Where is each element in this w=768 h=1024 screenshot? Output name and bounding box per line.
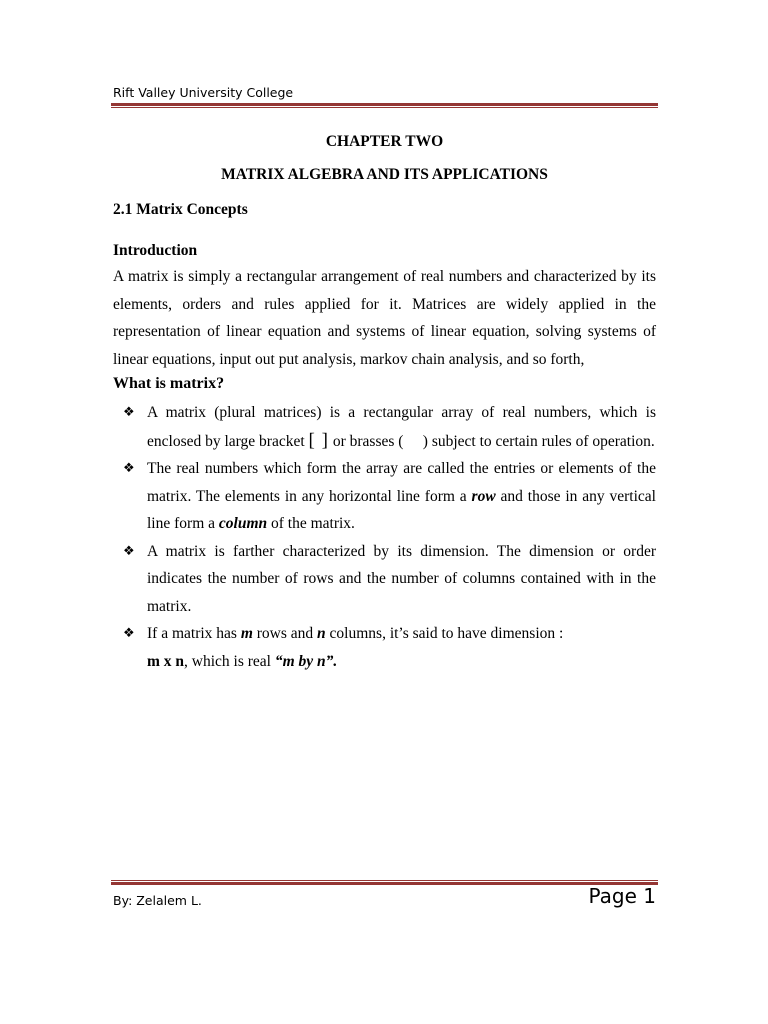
list-item — [123, 399, 660, 455]
list-item — [123, 538, 660, 621]
diamond-bullet-icon: ❖ — [123, 461, 135, 476]
introduction-heading: Introduction — [113, 242, 198, 259]
what-is-matrix-heading: What is matrix? — [113, 375, 225, 392]
footer-rule — [111, 880, 658, 885]
diamond-bullet-icon: ❖ — [123, 626, 135, 641]
chapter-title: MATRIX ALGEBRA AND ITS APPLICATIONS — [221, 166, 548, 183]
term-column: column — [218, 515, 268, 532]
list-item — [123, 455, 660, 538]
term-row: row — [471, 487, 496, 505]
read-as-text: “m by n”. — [274, 652, 338, 670]
dimension-notation: m x n — [147, 652, 185, 670]
bullet-text: A matrix (plural matrices) is a rectangular array of real numbers, which is enclosed by large bracket — [147, 404, 660, 450]
bullet-text: and those in any vertical line form a — [147, 487, 660, 532]
dimension-line — [123, 648, 656, 676]
bullet-list — [123, 399, 660, 675]
bullet-text: or brasses ( ) subject to certain rules of operation. — [328, 432, 655, 450]
diamond-bullet-icon: ❖ — [123, 405, 135, 420]
header-rule — [111, 103, 658, 108]
footer-author: By: Zelalem L. — [113, 893, 202, 908]
bullet-text: A matrix is farther characterized by its dimension. The dimension or order indicates the number of rows and the number of columns contained with in the matrix. — [147, 542, 660, 615]
list-item — [123, 620, 656, 648]
bullet-text: If a matrix has — [147, 625, 241, 642]
section-heading: 2.1 Matrix Concepts — [113, 201, 248, 218]
bullet-text: of the matrix. — [267, 515, 355, 532]
chapter-number: CHAPTER TWO — [325, 133, 444, 150]
bullet-text: rows and — [252, 625, 318, 642]
bullet-text: columns, it’s said to have dimension : — [325, 625, 564, 642]
diamond-bullet-icon: ❖ — [123, 543, 135, 559]
header-title: Rift Valley University College — [113, 85, 294, 100]
term-n: n — [317, 625, 326, 642]
page-number: Page 1 — [588, 884, 656, 908]
bullet-text: , which is real — [184, 652, 275, 670]
bracket-symbol: [ ] — [308, 429, 329, 451]
term-m: m — [240, 625, 253, 642]
introduction-paragraph: A matrix is simply a rectangular arrangement of real numbers and characterized by its elements, orders and rules applied for it. Matrices are widely applied in the representation of linear equation and systems of linear equation, solving systems of linear equations, input out put analysis, markov chain analysis, and so forth, — [113, 268, 656, 368]
bullet-text: The real numbers which form the array are called the entries or elements of the matrix. The elements in any horizontal line form a — [147, 460, 660, 505]
